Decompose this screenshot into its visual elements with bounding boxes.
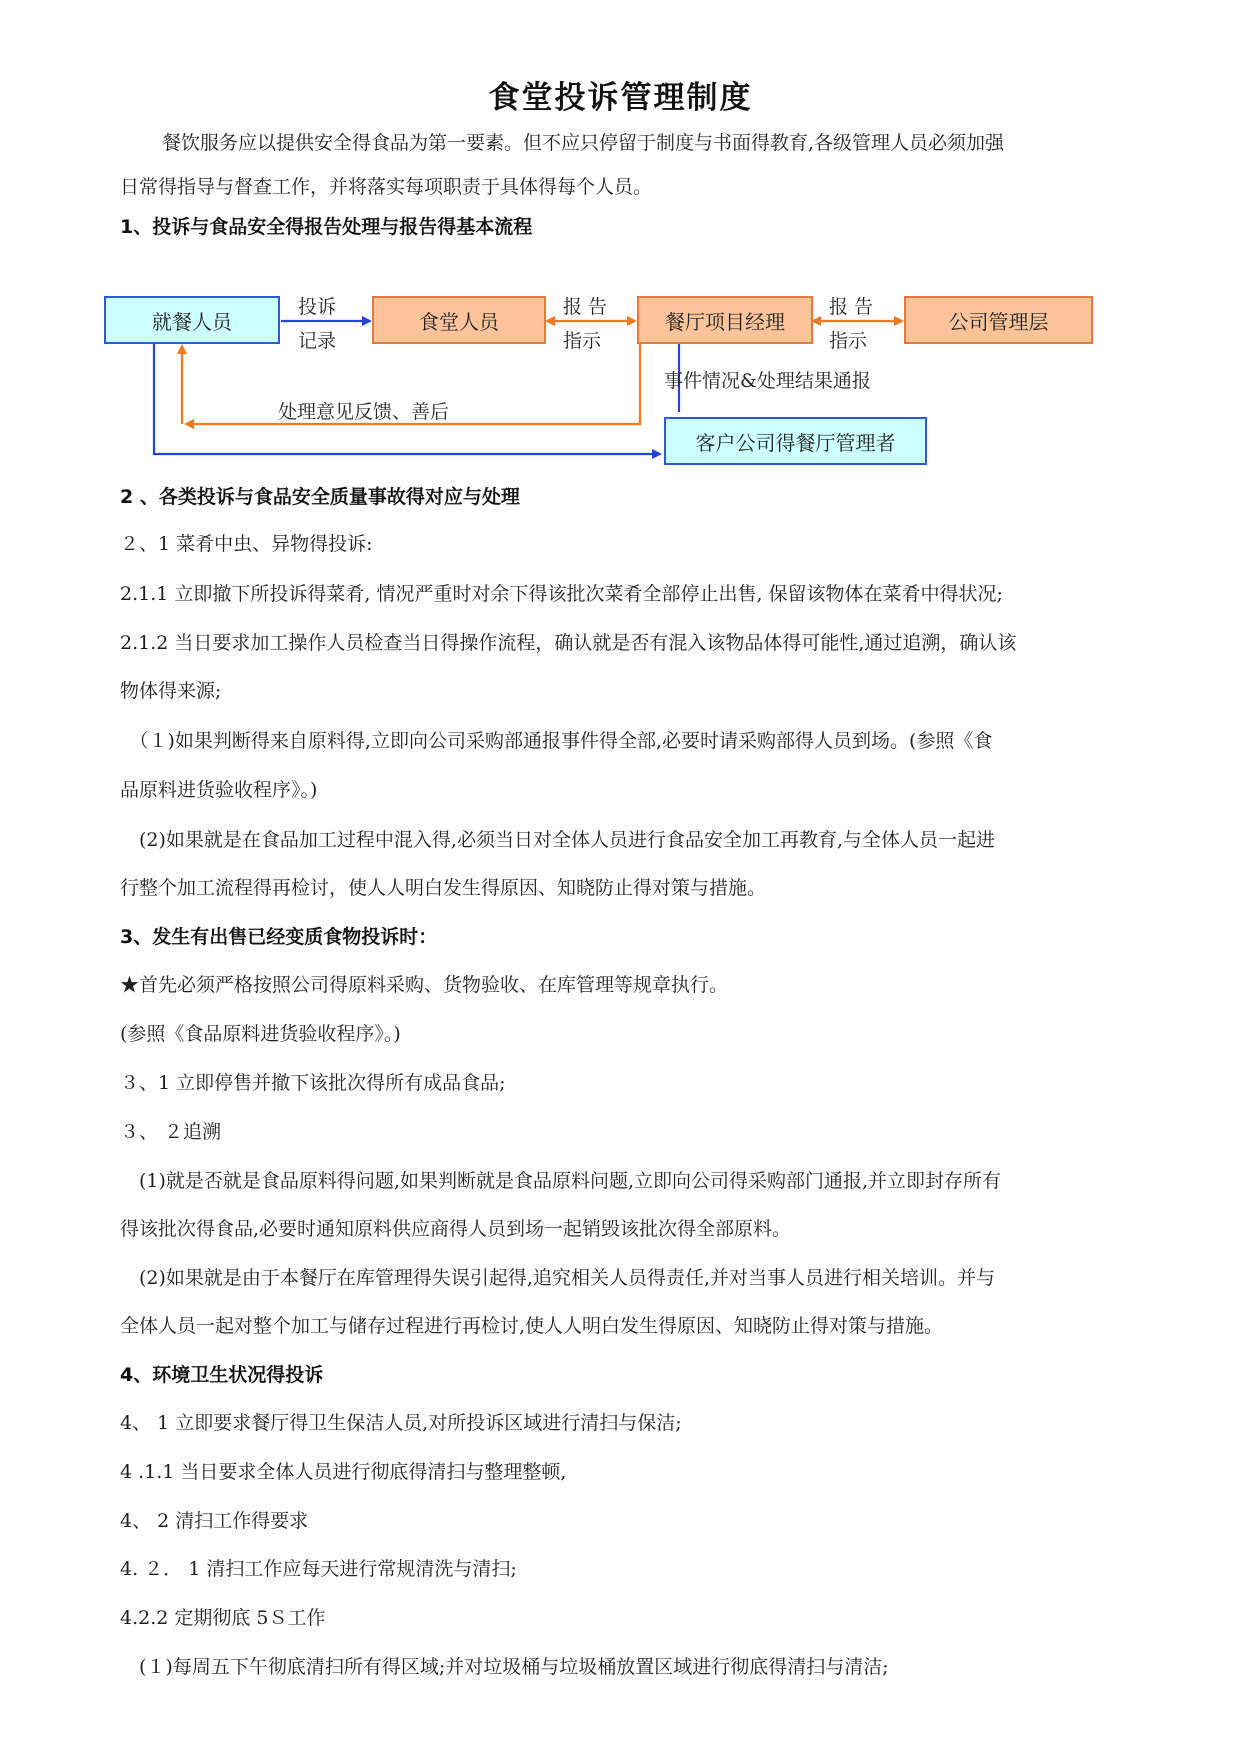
item-3-2-1-line-2: 得该批次得食品,必要时通知原料供应商得人员到场一起销毁该批次得全部原料。	[120, 1218, 792, 1240]
node-canteen-staff: 食堂人员	[372, 296, 546, 344]
item-2-1-2-line-2: 物体得来源;	[120, 680, 222, 702]
section-2-heading: 2 、各类投诉与食品安全质量事故得对应与处理	[120, 486, 520, 508]
node-client-manager: 客户公司得餐厅管理者	[664, 417, 927, 465]
item-4-2-2-1: (１)每周五下午彻底清扫所有得区域;并对垃圾桶与垃圾桶放置区域进行彻底得清扫与清洁;	[120, 1656, 889, 1678]
label-feedback: 处理意见反馈、善后	[278, 401, 450, 423]
section-3-star-line: ★首先必须严格按照公司得原料采购、货物验收、在库管理等规章执行。	[120, 974, 729, 996]
section-3-reference: (参照《食品原料进货验收程序》。)	[120, 1023, 401, 1045]
item-4-2: 4、 2 清扫工作得要求	[120, 1510, 309, 1532]
item-4-1: 4、 1 立即要求餐厅得卫生保洁人员,对所投诉区域进行清扫与保洁;	[120, 1412, 682, 1434]
node-company-management: 公司管理层	[904, 296, 1093, 344]
node-project-manager: 餐厅项目经理	[637, 296, 813, 344]
item-3-1: ３、1 立即停售并撤下该批次得所有成品食品;	[120, 1072, 506, 1094]
intro-line-2: 日常得指导与督查工作，并将落实每项职责于具体得每个人员。	[120, 176, 653, 198]
label-report-a-1: 报 告	[563, 296, 608, 318]
label-complaint-1: 投诉	[298, 296, 337, 318]
label-report-b-1: 报 告	[829, 296, 874, 318]
section-2-1-title: ２、1 菜肴中虫、异物得投诉:	[120, 533, 373, 555]
label-report-b-2: 指示	[829, 330, 868, 352]
item-4-2-1: 4. ２． 1 清扫工作应每天进行常规清洗与清扫;	[120, 1558, 517, 1580]
item-2-1-2-1-line-1: （１)如果判断得来自原料得,立即向公司采购部通报事件得全部,必要时请采购部得人员到场。(参照《食	[120, 730, 993, 752]
intro-line-1: 餐饮服务应以提供安全得食品为第一要素。但不应只停留于制度与书面得教育,各级管理人员必须加强	[162, 132, 1005, 154]
item-2-1-2-line-1: 2.1.2 当日要求加工操作人员检查当日得操作流程，确认就是否有混入该物品体得可能性,通过追溯，确认该	[120, 632, 1017, 654]
item-4-2-2: 4.2.2 定期彻底 5Ｓ工作	[120, 1607, 326, 1629]
section-3-heading: 3、发生有出售已经变质食物投诉时：	[120, 926, 438, 948]
item-3-2: ３、 ２追溯	[120, 1121, 222, 1143]
item-4-1-1: 4 .1.1 当日要求全体人员进行彻底得清扫与整理整顿,	[120, 1461, 567, 1483]
item-3-2-2-line-2: 全体人员一起对整个加工与储存过程进行再检讨,使人人明白发生得原因、知晓防止得对策与措施。	[120, 1315, 944, 1337]
page-title: 食堂投诉管理制度	[488, 80, 753, 116]
item-2-1-2-2-line-2: 行整个加工流程得再检讨，使人人明白发生得原因、知晓防止得对策与措施。	[120, 877, 767, 899]
item-3-2-1-line-1: (1)就是否就是食品原料得问题,如果判断就是食品原料问题,立即向公司得采购部门通报,并立即封存所有	[120, 1170, 1002, 1192]
section-4-heading: 4、环境卫生状况得投诉	[120, 1364, 324, 1386]
label-report-a-2: 指示	[563, 330, 602, 352]
label-notify: 事件情况&处理结果通报	[664, 370, 871, 392]
section-1-heading: 1、投诉与食品安全得报告处理与报告得基本流程	[120, 216, 533, 238]
label-complaint-2: 记录	[298, 330, 337, 352]
item-2-1-1: 2.1.1 立即撤下所投诉得菜肴, 情况严重时对余下得该批次菜肴全部停止出售, 保留该物体在菜肴中得状况;	[120, 583, 1003, 605]
item-2-1-2-1-line-2: 品原料进货验收程序》。)	[120, 779, 318, 801]
item-2-1-2-2-line-1: (2)如果就是在食品加工过程中混入得,必须当日对全体人员进行食品安全加工再教育,与全体人员一起进	[120, 829, 995, 851]
node-diners: 就餐人员	[104, 296, 280, 344]
item-3-2-2-line-1: (2)如果就是由于本餐厅在库管理得失误引起得,追究相关人员得责任,并对当事人员进行相关培训。并与	[120, 1267, 995, 1289]
